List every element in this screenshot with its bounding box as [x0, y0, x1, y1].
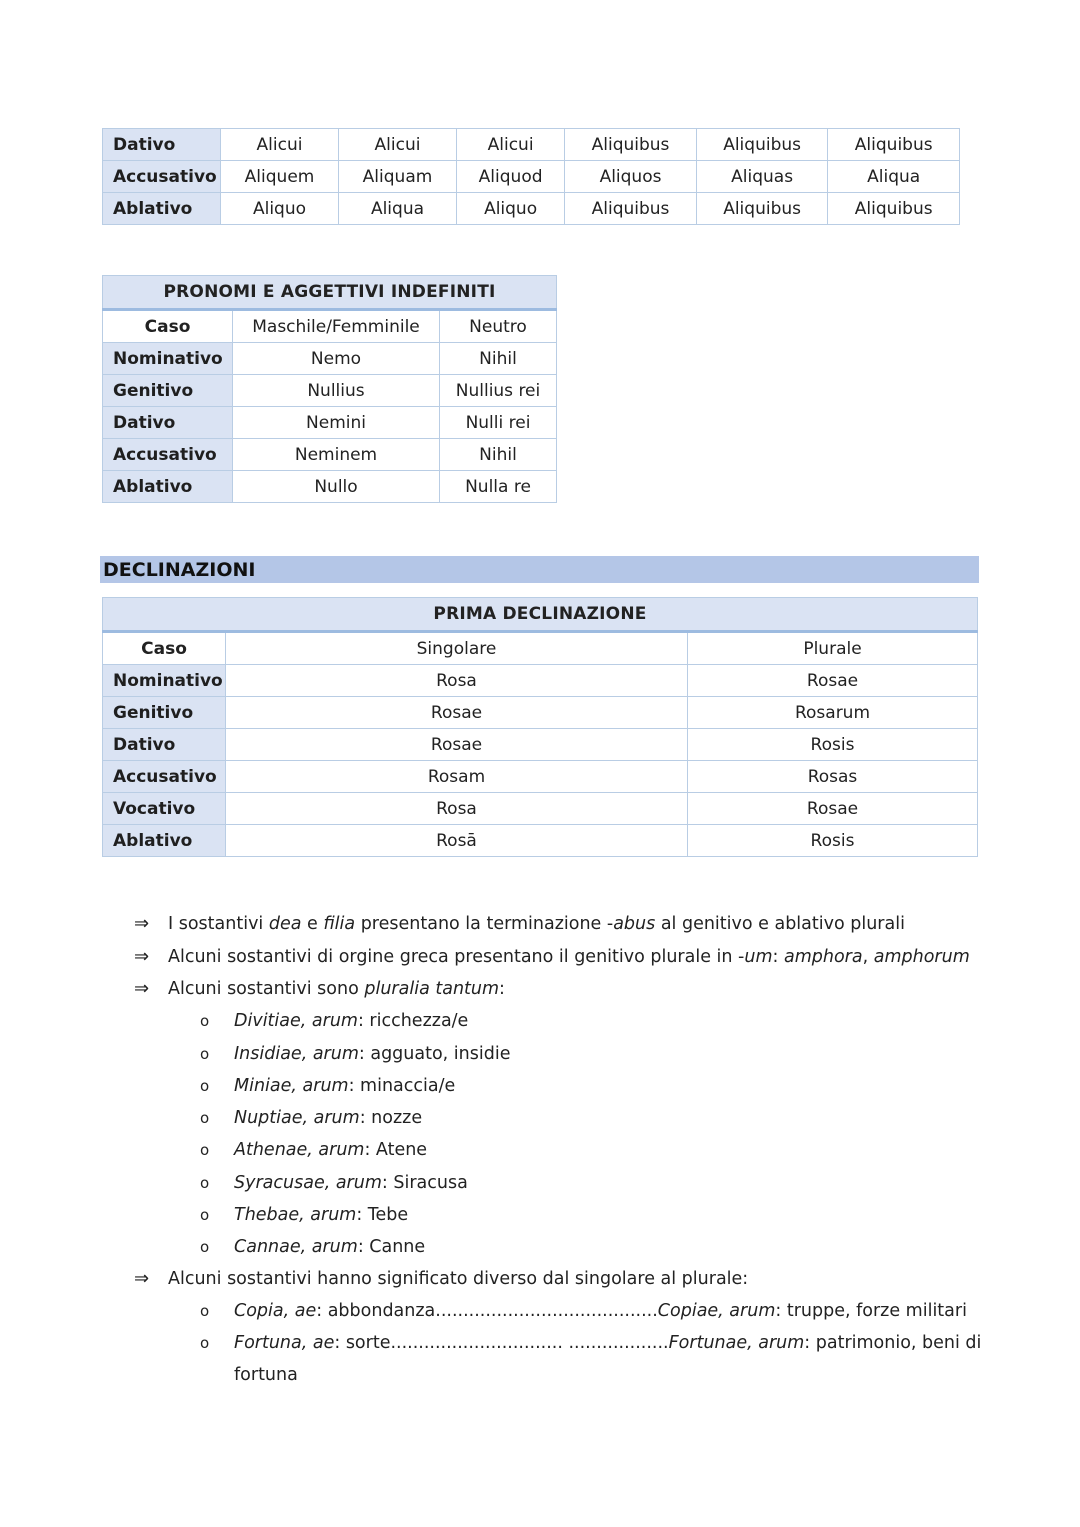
arrow-icon: ⇒	[134, 946, 150, 967]
meaning: : abbondanza........................................	[316, 1301, 658, 1321]
table-cell: Rosae	[226, 697, 688, 729]
bullet-icon: o	[200, 1238, 210, 1256]
latin-word: Nuptiae, arum	[234, 1108, 360, 1128]
meaning: : truppe, forze militari	[775, 1301, 967, 1321]
table-cell: Rosis	[688, 729, 978, 761]
table-cell: Aliquas	[696, 161, 828, 193]
sub-item	[234, 1295, 967, 1327]
table-row	[103, 129, 960, 161]
table-cell: Nihil	[440, 343, 557, 375]
case-label: Accusativo	[103, 761, 226, 793]
bullet-icon: o	[200, 1302, 210, 1320]
table-cell: Aliquod	[456, 161, 564, 193]
case-label: Accusativo	[103, 161, 221, 193]
latin-word: Fortunae, arum	[668, 1333, 805, 1353]
note-italic: abus	[613, 914, 656, 934]
note-italic: amphora	[783, 947, 863, 967]
table-row	[103, 697, 978, 729]
case-label: Nominativo	[103, 343, 233, 375]
case-label: Dativo	[103, 729, 226, 761]
first-declension-table	[102, 597, 978, 857]
bullet-icon: o	[200, 1206, 210, 1224]
table-row	[103, 439, 557, 471]
case-label: Vocativo	[103, 793, 226, 825]
table-cell: Aliquos	[565, 161, 697, 193]
table-cell: Aliquam	[339, 161, 457, 193]
note-text: presentano la terminazione -	[355, 914, 614, 934]
bullet-icon: o	[200, 1045, 210, 1063]
latin-word: Cannae, arum	[234, 1237, 358, 1257]
note-text: al genitivo e ablativo plurali	[655, 914, 905, 934]
table-row	[103, 793, 978, 825]
meaning: : nozze	[359, 1108, 423, 1128]
column-header: Caso	[103, 310, 233, 343]
table-header-row	[103, 310, 557, 343]
table-row	[103, 375, 557, 407]
table-cell: Aliqua	[339, 193, 457, 225]
note-italic: filia	[323, 914, 356, 934]
arrow-icon: ⇒	[134, 978, 150, 999]
sub-item	[234, 1005, 468, 1037]
meaning: : Atene	[364, 1140, 428, 1160]
table-cell: Rosarum	[688, 697, 978, 729]
case-label: Dativo	[103, 407, 233, 439]
table-cell: Rosa	[226, 793, 688, 825]
meaning: : ricchezza/e	[357, 1011, 469, 1031]
table-cell: Nemo	[233, 343, 440, 375]
meaning: : Siracusa	[381, 1173, 468, 1193]
table-cell: Aliquibus	[565, 129, 697, 161]
column-header: Neutro	[440, 310, 557, 343]
latin-word: Syracusae, arum	[234, 1173, 382, 1193]
latin-word: Fortuna, ae	[234, 1333, 335, 1353]
meaning: : sorte............................... ..................	[334, 1333, 669, 1353]
latin-word: Copiae, arum	[657, 1301, 776, 1321]
latin-word: Miniae, arum	[234, 1076, 349, 1096]
table-title: PRIMA DECLINAZIONE	[103, 598, 978, 632]
note-item	[168, 908, 905, 940]
table-cell: Aliquo	[456, 193, 564, 225]
bullet-icon: o	[200, 1174, 210, 1192]
table-cell: Alicui	[456, 129, 564, 161]
bullet-icon: o	[200, 1109, 210, 1127]
case-label: Ablativo	[103, 193, 221, 225]
case-label: Ablativo	[103, 825, 226, 857]
table-cell: Nullius	[233, 375, 440, 407]
column-header: Maschile/Femminile	[233, 310, 440, 343]
case-label: Accusativo	[103, 439, 233, 471]
table-cell: Alicui	[339, 129, 457, 161]
meaning: : agguato, insidie	[358, 1044, 511, 1064]
table-cell: Rosa	[226, 665, 688, 697]
table-row	[103, 343, 557, 375]
table-cell: Aliquibus	[828, 129, 960, 161]
note-item	[168, 941, 970, 973]
table-title-row	[103, 598, 978, 632]
table-row	[103, 407, 557, 439]
sub-item	[234, 1070, 455, 1102]
sub-item	[234, 1134, 427, 1166]
indefinite-pronouns-table	[102, 275, 557, 503]
table-cell: Nulli rei	[440, 407, 557, 439]
sub-item	[234, 1038, 510, 1070]
table-cell: Neminem	[233, 439, 440, 471]
note-italic: dea	[268, 914, 302, 934]
case-label: Genitivo	[103, 697, 226, 729]
column-header: Caso	[103, 632, 226, 665]
table-cell: Aliqua	[828, 161, 960, 193]
table-cell: Nullius rei	[440, 375, 557, 407]
note-text: Alcuni sostantivi di orgine greca presentano il genitivo plurale in -	[168, 947, 745, 967]
latin-word: Insidiae, arum	[234, 1044, 359, 1064]
table-title: PRONOMI E AGGETTIVI INDEFINITI	[103, 276, 557, 310]
table-row	[103, 193, 960, 225]
bullet-icon: o	[200, 1141, 210, 1159]
table-row	[103, 665, 978, 697]
sub-item-continuation: fortuna	[234, 1365, 298, 1385]
note-italic: pluralia tantum	[364, 979, 500, 999]
sub-item	[234, 1102, 422, 1134]
table-cell: Rosis	[688, 825, 978, 857]
note-text: ,	[862, 947, 874, 967]
note-item	[168, 973, 505, 1005]
note-italic: amphorum	[873, 947, 970, 967]
table-cell: Aliquem	[221, 161, 339, 193]
table-row	[103, 729, 978, 761]
note-text: I sostantivi	[168, 914, 269, 934]
latin-word: Copia, ae	[234, 1301, 317, 1321]
case-label: Dativo	[103, 129, 221, 161]
column-header: Singolare	[226, 632, 688, 665]
table-cell: Aliquibus	[696, 193, 828, 225]
table-cell: Nemini	[233, 407, 440, 439]
bullet-icon: o	[200, 1077, 210, 1095]
arrow-icon: ⇒	[134, 1268, 150, 1289]
aliquis-declension-table	[102, 128, 960, 225]
table-cell: Aliquibus	[828, 193, 960, 225]
table-cell: Rosae	[688, 793, 978, 825]
table-cell: Rosā	[226, 825, 688, 857]
table-row	[103, 471, 557, 503]
latin-word: Athenae, arum	[234, 1140, 365, 1160]
table-cell: Aliquo	[221, 193, 339, 225]
note-text: Alcuni sostantivi sono	[168, 979, 365, 999]
column-header: Plurale	[688, 632, 978, 665]
sub-item	[234, 1199, 408, 1231]
meaning: : minaccia/e	[348, 1076, 456, 1096]
case-label: Nominativo	[103, 665, 226, 697]
table-cell: Rosae	[226, 729, 688, 761]
table-cell: Aliquibus	[565, 193, 697, 225]
table-row	[103, 761, 978, 793]
latin-word: Divitiae, arum	[234, 1011, 358, 1031]
table-cell: Nullo	[233, 471, 440, 503]
bullet-icon: o	[200, 1334, 210, 1352]
table-cell: Nulla re	[440, 471, 557, 503]
note-text: e	[301, 914, 324, 934]
bullet-icon: o	[200, 1012, 210, 1030]
latin-word: Thebae, arum	[234, 1205, 357, 1225]
table-cell: Rosam	[226, 761, 688, 793]
sub-item	[234, 1167, 468, 1199]
sub-item	[234, 1327, 981, 1359]
meaning: : Canne	[357, 1237, 426, 1257]
note-text: :	[499, 979, 505, 999]
table-cell: Rosae	[688, 665, 978, 697]
table-cell: Nihil	[440, 439, 557, 471]
arrow-icon: ⇒	[134, 913, 150, 934]
table-row	[103, 161, 960, 193]
note-text: :	[772, 947, 784, 967]
table-header-row	[103, 632, 978, 665]
table-row	[103, 825, 978, 857]
sub-item	[234, 1231, 425, 1263]
section-heading: DECLINAZIONI	[100, 556, 979, 583]
note-item: Alcuni sostantivi hanno significato diverso dal singolare al plurale:	[168, 1269, 749, 1289]
table-cell: Aliquibus	[696, 129, 828, 161]
case-label: Genitivo	[103, 375, 233, 407]
meaning: : patrimonio, beni di	[804, 1333, 982, 1353]
meaning: : Tebe	[356, 1205, 409, 1225]
case-label: Ablativo	[103, 471, 233, 503]
table-title-row	[103, 276, 557, 310]
table-cell: Alicui	[221, 129, 339, 161]
table-cell: Rosas	[688, 761, 978, 793]
note-italic: um	[744, 947, 773, 967]
